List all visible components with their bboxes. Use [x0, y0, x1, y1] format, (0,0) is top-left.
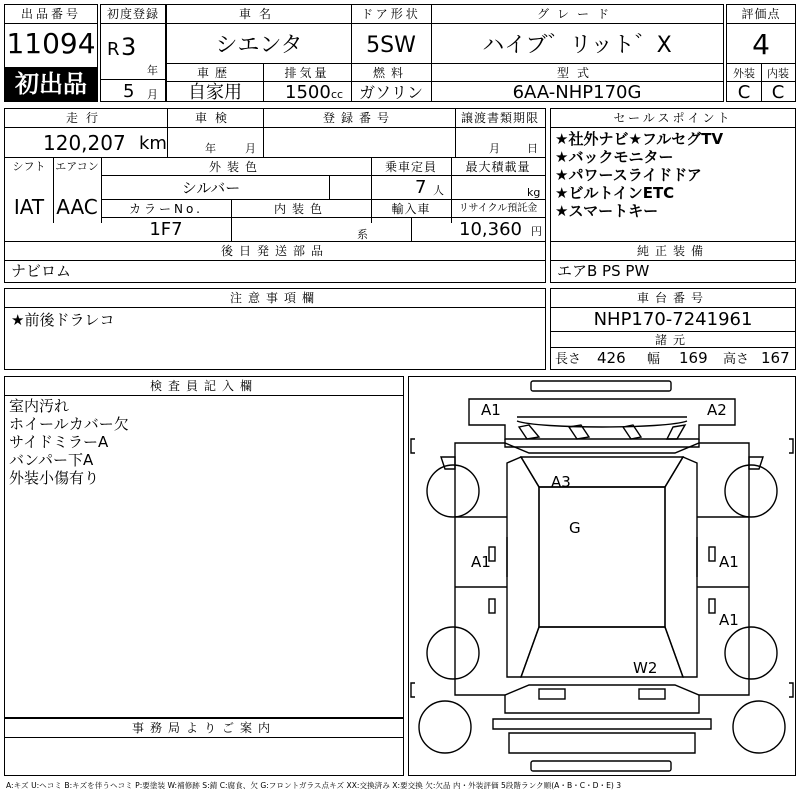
inspection-month-unit: 月 — [245, 142, 256, 155]
mileage-unit: km — [139, 133, 167, 154]
history: 自家用 — [188, 82, 242, 102]
transfer-day-unit: 日 — [527, 142, 538, 155]
list-item: サイドミラーA — [9, 433, 109, 451]
score-box — [726, 4, 796, 102]
width-label: 幅 — [647, 352, 661, 367]
legend: A:キズ U:ヘコミ B:キズを伴うヘコミ P:要塗装 W:補修跡 S:錆 C:腐食、欠 G:フロントガラス点キズ XX:交換済み X:要交換 欠:欠品 内・外装評価 5段階ランク順(A・B・C・D・E) 3 — [6, 781, 622, 790]
roof-front — [521, 457, 683, 487]
era: R — [107, 39, 120, 60]
list-item: 室内汚れ — [9, 397, 70, 415]
notes: ★前後ドラレコ — [11, 311, 115, 329]
damage-mark: A3 — [551, 473, 571, 491]
rear-left-wheel — [427, 627, 479, 679]
registration-month: 5 — [123, 81, 135, 102]
capacity-label: 乗車定員 — [384, 160, 437, 174]
ext-color: シルバー — [181, 179, 241, 197]
dimensions-label: 諸元 — [654, 333, 691, 347]
displacement-unit: cc — [331, 88, 344, 101]
vehicle-header-box — [166, 4, 724, 102]
list-item: ★スマートキー — [555, 202, 659, 220]
equipment-box — [550, 241, 796, 283]
listing-number-label: 出品番号 — [20, 7, 81, 21]
office-label: 事務局よりご案内 — [131, 721, 276, 735]
width: 169 — [679, 349, 708, 367]
list-item: ★バックモニター — [555, 148, 674, 166]
int-color-label: 内装色 — [273, 202, 328, 216]
registration-year: 3 — [121, 33, 137, 61]
model-label: 型式 — [556, 66, 597, 80]
model: 6AA-NHP170G — [512, 82, 642, 102]
grade-label: グレード — [536, 7, 617, 21]
year-unit: 年 — [147, 64, 158, 77]
grade: ハイブ゛リット゛X — [482, 33, 672, 58]
max-load-label: 最大積載量 — [465, 160, 531, 174]
height-label: 高さ — [723, 352, 750, 367]
car-diagram — [409, 377, 795, 775]
front-bumper-bar — [531, 381, 671, 391]
mileage-label: 走行 — [65, 111, 106, 125]
car-name-label: 車名 — [238, 7, 279, 21]
rear-panel — [505, 695, 699, 713]
roof — [539, 487, 665, 627]
recycle-unit: 円 — [531, 225, 542, 238]
shift: IAT — [13, 195, 45, 219]
inspection-year-unit: 年 — [205, 142, 216, 155]
chassis-box — [550, 288, 796, 370]
list-item: ホイールカバー欠 — [9, 415, 129, 433]
car-body — [455, 443, 749, 695]
rear-right-wheel — [725, 627, 777, 679]
displacement: 1500 — [285, 82, 331, 102]
damage-mark: W2 — [633, 659, 658, 677]
parts: ナビロム — [11, 262, 72, 280]
chassis-number: NHP170-7241961 — [593, 309, 753, 330]
list-item: ★パワースライドドア — [555, 166, 702, 184]
reg-number-label: 登録番号 — [322, 111, 395, 125]
spare-wheel-left — [419, 701, 471, 753]
listing-number: 11094 — [6, 27, 96, 60]
rear-window — [521, 627, 683, 677]
inspector-label: 検査員記入欄 — [149, 379, 258, 393]
height: 167 — [761, 349, 790, 367]
list-item: ★社外ナビ★フルセグTV — [555, 130, 724, 148]
specs-box — [4, 108, 546, 242]
inspection-label: 車検 — [194, 111, 235, 125]
office-box — [4, 718, 404, 776]
month-unit: 月 — [147, 88, 158, 101]
parts-box — [4, 241, 546, 283]
interior-grade: C — [771, 82, 785, 102]
shift-label: シフト — [12, 160, 46, 173]
fuel: ガソリン — [358, 83, 423, 102]
front-panel — [469, 399, 735, 439]
score-label: 評価点 — [741, 7, 781, 21]
fuel-label: 燃料 — [372, 66, 409, 80]
color-no: 1F7 — [149, 219, 183, 240]
interior-label: 内装 — [767, 67, 789, 80]
transfer-deadline-label: 譲渡書類期限 — [460, 111, 539, 125]
first-registration-label: 初度登録 — [106, 7, 159, 21]
damage-mark: A1 — [719, 611, 739, 629]
history-label: 車歴 — [196, 66, 233, 80]
list-item: ★ビルトインETC — [555, 184, 675, 202]
list-item: 外装小傷有り — [9, 469, 100, 487]
car-diagram-box — [408, 376, 796, 776]
recycle-fee: 10,360 — [459, 219, 522, 240]
car-name: シエンタ — [215, 33, 303, 58]
chassis-label: 車台番号 — [636, 291, 709, 305]
door-type: 5SW — [366, 33, 416, 58]
color-no-label: カラーNo. — [129, 202, 203, 216]
rear-bumper-bar — [531, 761, 671, 771]
front-left-wheel — [427, 465, 479, 517]
displacement-label: 排気量 — [284, 66, 330, 80]
equipment-label: 純正装備 — [636, 244, 709, 258]
list-item: バンパー下A — [9, 451, 94, 469]
equipment: エアB PS PW — [557, 262, 650, 280]
import-label: 輸入車 — [391, 202, 431, 216]
damage-mark: A1 — [481, 401, 501, 419]
recycle-label: リサイクル預託金 — [458, 203, 538, 214]
capacity: 7 — [415, 177, 427, 198]
exterior-grade: C — [737, 82, 751, 102]
notes-label: 注意事項欄 — [229, 291, 320, 305]
damage-mark: G — [569, 519, 581, 537]
listing-number-box — [4, 4, 98, 102]
parts-label: 後日発送部品 — [220, 244, 329, 258]
transfer-month-unit: 月 — [489, 142, 500, 155]
int-color-unit: 系 — [357, 228, 368, 241]
ac: AAC — [56, 195, 98, 219]
max-load-unit: kg — [527, 186, 541, 199]
first-listing-badge: 初出品 — [5, 67, 97, 101]
damage-mark: A1 — [471, 553, 491, 571]
door-type-label: ドア形状 — [361, 7, 421, 21]
first-registration-box — [100, 4, 166, 102]
length-label: 長さ — [555, 352, 582, 367]
ac-label: エアコン — [55, 160, 99, 173]
sales-points-box — [550, 108, 796, 242]
inspector-notes-list — [9, 397, 129, 487]
exterior-label: 外装 — [733, 67, 755, 80]
length: 426 — [597, 349, 626, 367]
spare-wheel-right — [733, 701, 785, 753]
ext-color-label: 外装色 — [208, 160, 263, 174]
damage-mark: A1 — [719, 553, 739, 571]
score: 4 — [752, 28, 770, 61]
front-right-wheel — [725, 465, 777, 517]
notes-box — [4, 288, 546, 370]
mileage: 120,207 — [43, 131, 126, 155]
damage-mark: A2 — [707, 401, 727, 419]
sales-points-list — [555, 130, 723, 220]
inspector-box — [4, 376, 404, 718]
sales-points-label: セールスポイント — [613, 111, 733, 125]
capacity-unit: 人 — [433, 184, 444, 197]
